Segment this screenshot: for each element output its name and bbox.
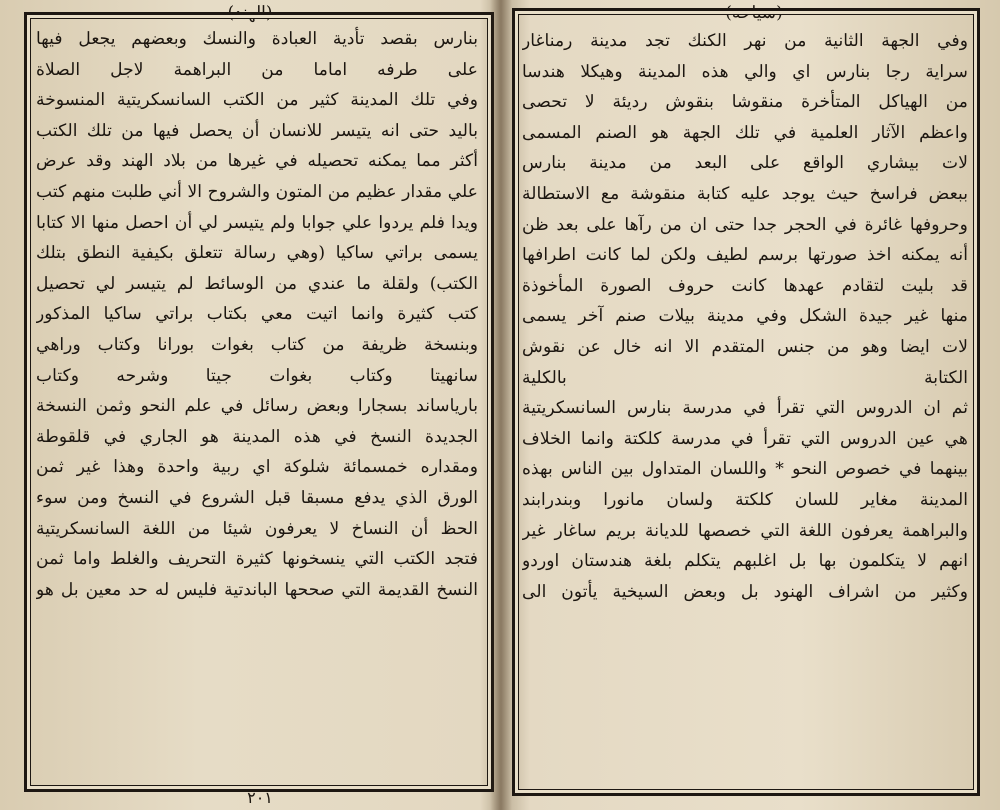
text-line: ويدا فلم يردوا علي جوابا ولم يتيسر لي أن احصل منها الا كتابا bbox=[36, 212, 478, 233]
text-line: يسمى براتي ساكيا (وهي رسالة تتعلق بكيفية النطق بتلك bbox=[36, 243, 478, 264]
text-line: وحروفها غائرة في الحجر جدا حتى ان من رآها على بعد ظن bbox=[522, 214, 968, 235]
text-line: وكثير من اشراف الهنود بل وبعض السيخية يأتون الى bbox=[522, 581, 968, 602]
text-line: وبنسخة ظريفة من كتاب بغوات بورانا وكتاب وراهي bbox=[36, 334, 478, 355]
text-line: واعظم الآثار العلمية في تلك الجهة هو الصنم المسمى bbox=[522, 122, 968, 143]
text-line: سراية رجا بنارس اي والي هذه المدينة وهيكلا هندسا bbox=[522, 61, 968, 82]
text-line: وفي الجهة الثانية من نهر الكنك تجد مدينة رمناغار bbox=[522, 31, 968, 51]
text-line: الحظ أن النساخ لا يعرفون شيئا من اللغة السانسكريتية bbox=[36, 518, 478, 539]
left-running-head: (الهند) bbox=[227, 3, 273, 23]
text-line: ومقداره خمسمائة شلوكة اي ربية واحدة وهذا غير ثمن bbox=[36, 457, 478, 478]
text-line: سانهيتا وكتاب بغوات جيتا وشرحه وكتاب bbox=[36, 365, 478, 386]
text-line: الكتب) ولقلة ما عندي من الوسائط لم يتيسر لي تحصيل bbox=[36, 273, 478, 294]
text-line: وفي تلك المدينة كثير من الكتب السانسكريتية المنسوخة bbox=[36, 90, 478, 111]
left-page-number: ٢٠١ bbox=[247, 788, 273, 807]
text-line: الورق الذي يدفع مسبقا قبل الشروع في النسخ ومن سوء bbox=[36, 487, 478, 508]
text-line: بينهما في خصوص النحو * واللسان المتداول بين الناس بهذه bbox=[522, 459, 968, 480]
text-line: بنارس بقصد تأدية العبادة والنسك وبعضهم يجعل فيها bbox=[36, 29, 478, 49]
text-line: لات بيشاري الواقع على البعد من مدينة بنارس bbox=[522, 153, 968, 174]
right-running-head: (سياحة) bbox=[725, 3, 783, 23]
text-line: بارياساند بسجارا وبعض رسائل في علم النحو وثمن النسخة bbox=[36, 396, 478, 417]
left-page-text bbox=[36, 24, 478, 605]
text-line: لات ايضا وهو من جنس المتقدم الا انه خال عن نقوش bbox=[522, 336, 968, 357]
left-page bbox=[0, 0, 496, 810]
text-line: فتجد الكتب التي ينسخونها كثيرة التحريف والغلط واما ثمن bbox=[36, 549, 478, 570]
text-line: من الهياكل المتأخرة منقوشا بنقوش رديئة لا تحصى bbox=[522, 92, 968, 113]
text-line: علي مقدار عظيم من المتون والشروح الا أني طلبت منهم كتب bbox=[36, 181, 478, 202]
text-line: على طرفه اماما من البراهمة لاجل الصلاة bbox=[36, 59, 478, 80]
text-line: والبراهمة يعرفون اللغة التي خصصها للديانة بريم ساغار غير bbox=[522, 520, 968, 541]
text-line: انهم لا يتكلمون بها بل اغلبهم يتكلم بلغة هندستان اوردو bbox=[522, 551, 968, 572]
text-line: منها غير جيدة الشكل وفي مدينة بيلات صنم آخر يسمى bbox=[522, 306, 968, 327]
text-line: أنه يمكنه اخذ صورتها برسم لطيف ولكن لما كانت اطرافها bbox=[522, 245, 968, 266]
text-line: ببعض فراسخ حيث يوجد عليه كتابة منقوشة مع الاستطالة bbox=[522, 183, 968, 204]
text-line: الجديدة النسخ في هذه المدينة هو الجاري في قلقوطة bbox=[36, 426, 478, 447]
text-line: المدينة مغاير للسان كلكتة ولسان مانورا وبندرابند bbox=[522, 489, 968, 510]
text-line: أكثر مما يمكنه تحصيله في غيرها من بلاد الهند وقد عرض bbox=[36, 151, 478, 172]
text-line: باليد حتى انه يتيسر للانسان أن يحصل فيها من تلك الكتب bbox=[36, 120, 478, 141]
text-line: ثم ان الدروس التي تقرأ في مدرسة بنارس السانسكريتية bbox=[522, 398, 968, 419]
right-page-text bbox=[522, 26, 968, 607]
text-line: هي عين الدروس التي تقرأ في مدرسة كلكتة وانما الخلاف bbox=[522, 428, 968, 449]
text-line: كتب كثيرة وانما اتيت معي بكتاب براتي ساكيا المذكور bbox=[36, 304, 478, 325]
text-line: قد بليت لتقادم عهدها كانت حروف الصورة المأخوذة bbox=[522, 275, 968, 296]
text-line: النسخ القديمة التي صححها الباندتية فليس له حد معين بل هو bbox=[36, 579, 478, 600]
text-line: الكتابة بالكلية bbox=[522, 367, 968, 388]
right-page bbox=[504, 0, 1000, 810]
